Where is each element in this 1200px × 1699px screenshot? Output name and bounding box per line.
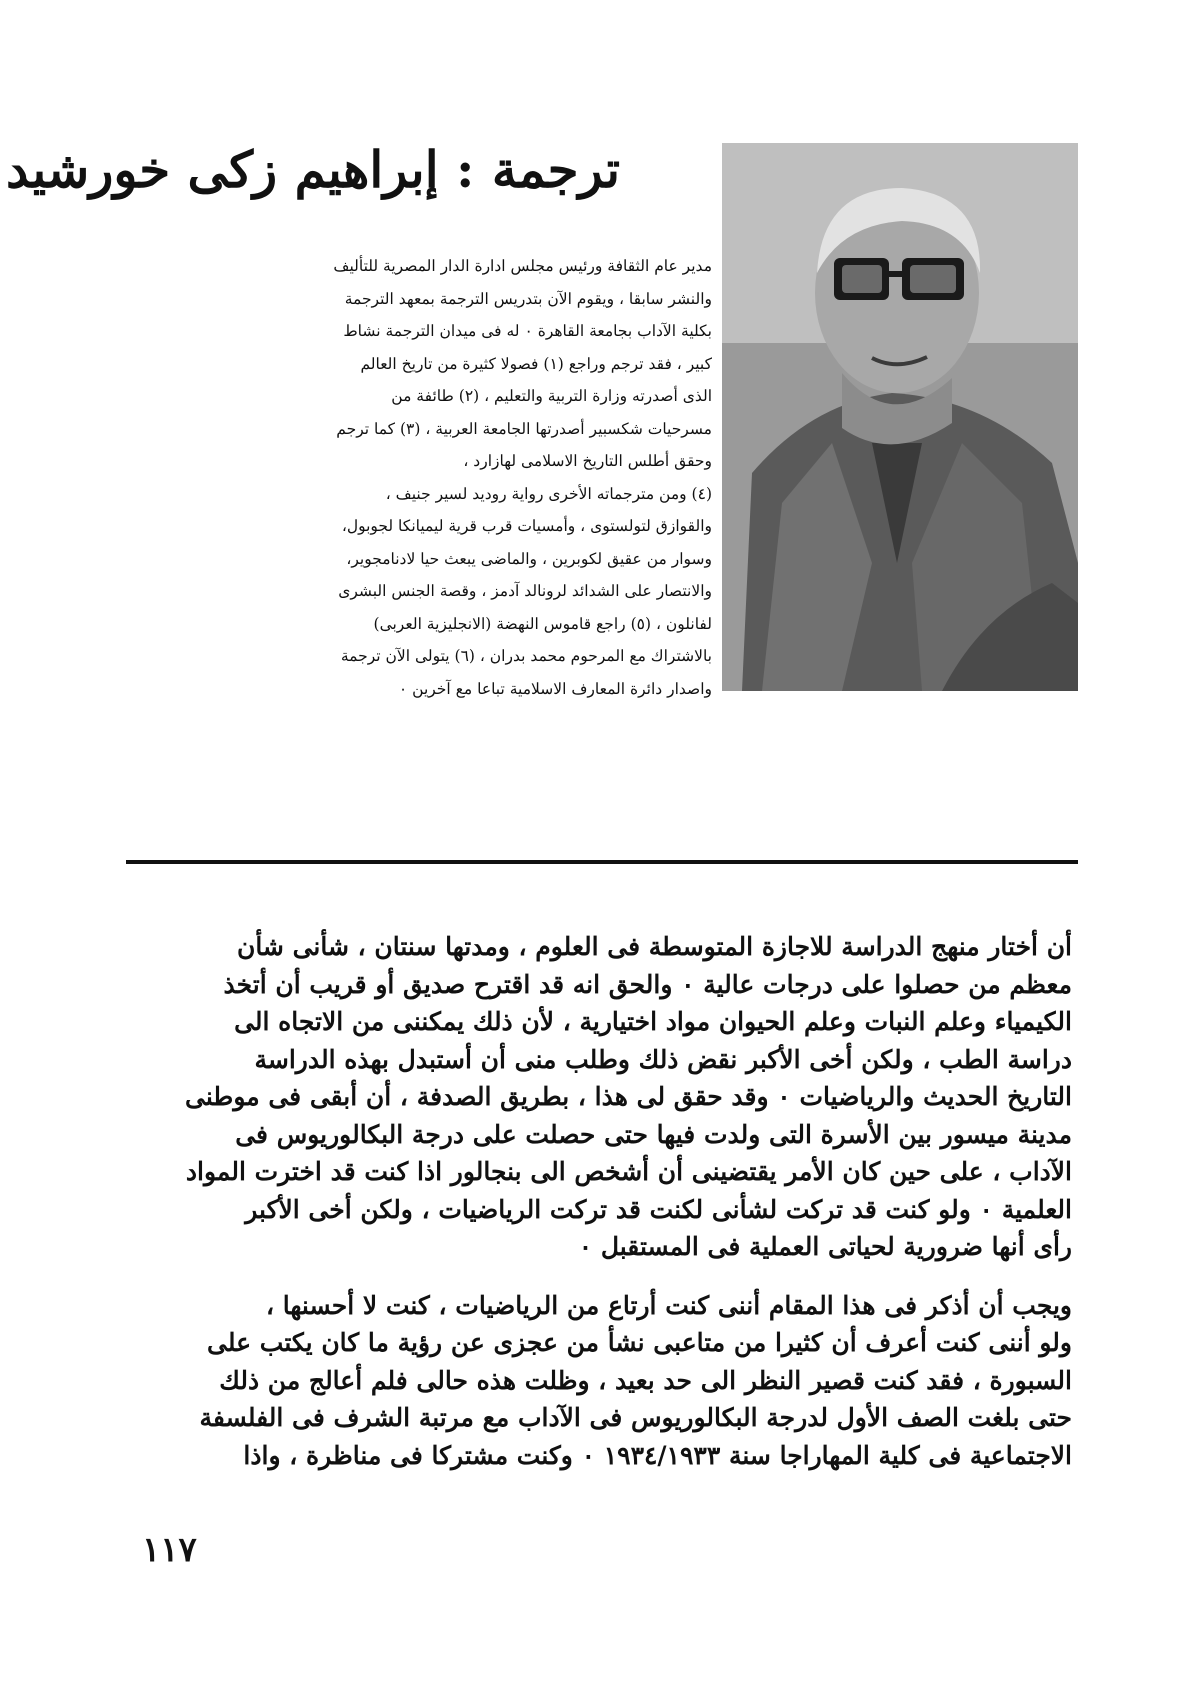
bio-line: واصدار دائرة المعارف الاسلامية تباعا مع آخرين ٠ (398, 679, 712, 698)
text-line: معظم من حصلوا على درجات عالية ٠ والحق انه قد اقترح صديق أو قريب أن أتخذ (223, 969, 1072, 999)
bio-line: (٤) ومن مترجماته الأخرى رواية روديد لسير جنيف ، (385, 484, 712, 503)
text-line: حتى بلغت الصف الأول لدرجة البكالوريوس فى الآداب مع مرتبة الشرف فى الفلسفة (199, 1403, 1072, 1432)
text-line: ويجب أن أذكر فى هذا المقام أننى كنت أرتاع من الرياضيات ، كنت لا أحسنها ، (266, 1290, 1072, 1320)
text-line: الكيمياء وعلم النبات وعلم الحيوان مواد اختيارية ، لأن ذلك يمكننى من الاتجاه الى (234, 1007, 1072, 1036)
text-line: الآداب ، على حين كان الأمر يقتضينى أن أشخص الى بنجالور اذا كنت قد اخترت المواد (185, 1157, 1072, 1186)
bio-line: وحقق أطلس التاريخ الاسلامى لهازارد ، (463, 452, 712, 470)
bio-line: بكلية الآداب بجامعة القاهرة ٠ له فى ميدان الترجمة نشاط (343, 322, 712, 340)
section-divider (126, 860, 1078, 864)
bio-line: والانتصار على الشدائد لرونالد آدمز ، وقصة الجنس البشرى (338, 582, 712, 600)
bio-line: مسرحيات شكسبير أصدرتها الجامعة العربية ، (٣) كما ترجم (336, 419, 712, 438)
text-line: مدينة ميسور بين الأسرة التى ولدت فيها حتى حصلت على درجة البكالوريوس فى (235, 1119, 1072, 1149)
text-line: التاريخ الحديث والرياضيات ٠ وقد حقق لى هذا ، بطريق الصدفة ، أن أبقى فى موطنى (185, 1082, 1072, 1111)
page-number: ١١٧ (142, 1530, 197, 1570)
text-line: ولو أننى كنت أعرف أن كثيرا من متاعبى نشأ من عجزى عن رؤية ما كان يكتب على (207, 1328, 1072, 1357)
text-line: رأى أنها ضرورية لحياتى العملية فى المستقبل ٠ (578, 1232, 1072, 1261)
paragraph-1 (148, 928, 1072, 1266)
bio-line: وسوار من عقيق لكوبرين ، والماضى يبعث حيا لادنامجوير، (346, 549, 712, 568)
bio-line: الذى أصدرته وزارة التربية والتعليم ، (٢) طائفة من (391, 387, 712, 405)
text-line: أن أختار منهج الدراسة للاجازة المتوسطة فى العلوم ، ومدتها سنتان ، شأنى شأن (236, 932, 1072, 961)
author-portrait (722, 143, 1078, 691)
text-line: العلمية ٠ ولو كنت قد تركت لشأنى لكنت قد تركت الرياضيات ، ولكن أخى الأكبر (245, 1194, 1072, 1224)
bio-line: والقوازق لتولستوى ، وأمسيات قرب قرية ليميانكا لجوبول، (341, 517, 712, 535)
text-line: دراسة الطب ، ولكن أخى الأكبر نقض ذلك وطلب منى أن أستبدل بهذه الدراسة (254, 1044, 1072, 1074)
bio-line: والنشر سابقا ، ويقوم الآن بتدريس الترجمة بمعهد الترجمة (344, 289, 712, 308)
translator-title: ترجمة : إبراهيم زكى خورشيد (6, 140, 620, 199)
bio-line: لفانلون ، (٥) راجع قاموس النهضة (الانجليزية العربى) (373, 614, 712, 633)
main-text (148, 928, 1072, 1474)
paragraph-2 (148, 1287, 1072, 1475)
translator-bio (148, 250, 712, 705)
bio-line: مدير عام الثقافة ورئيس مجلس ادارة الدار المصرية للتأليف (333, 257, 712, 275)
bio-line: كبير ، فقد ترجم وراجع (١) فصولا كثيرة من تاريخ العالم (360, 354, 712, 373)
text-line: السبورة ، فقد كنت قصير النظر الى حد بعيد ، وظلت هذه حالى فلم أعالج من ذلك (219, 1365, 1072, 1395)
text-line: الاجتماعية فى كلية المهاراجا سنة ١٩٣٤/١٩٣٣ ٠ وكنت مشتركا فى مناظرة ، واذا (243, 1440, 1072, 1470)
portrait-illustration (722, 143, 1078, 691)
bio-line: بالاشتراك مع المرحوم محمد بدران ، (٦) يتولى الآن ترجمة (340, 647, 712, 665)
